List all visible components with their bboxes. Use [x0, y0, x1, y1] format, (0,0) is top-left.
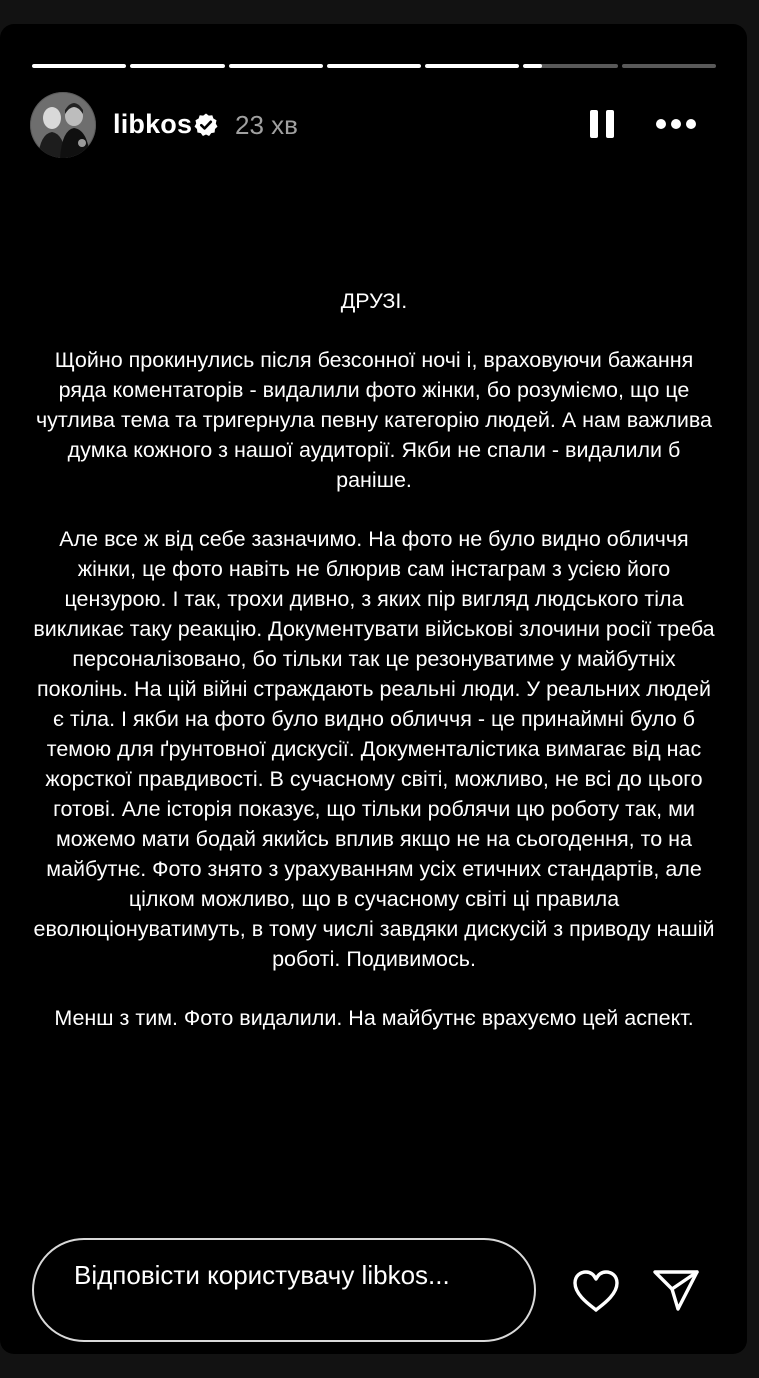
heart-icon[interactable]	[571, 1268, 621, 1314]
avatar[interactable]	[30, 92, 96, 158]
pause-button[interactable]	[585, 106, 621, 142]
verified-badge-icon	[193, 112, 219, 138]
story-message	[30, 286, 718, 1062]
progress-segment-1	[32, 64, 126, 68]
avatar-photo-icon	[30, 92, 96, 158]
progress-segment-6	[523, 64, 617, 68]
pause-icon	[590, 110, 598, 138]
progress-segment-5	[425, 64, 519, 68]
progress-segment-fill	[425, 64, 519, 68]
story-header	[30, 92, 720, 158]
username[interactable]: libkos	[113, 109, 193, 139]
progress-segment-fill	[32, 64, 126, 68]
more-options-icon[interactable]	[648, 106, 704, 142]
message-title: ДРУЗІ.	[340, 289, 408, 313]
story-viewer[interactable]	[0, 24, 747, 1354]
progress-segment-fill	[130, 64, 224, 68]
progress-segment-fill	[523, 64, 542, 68]
message-paragraph-3: Менш з тим. Фото видалили. На майбутнє врахуємо цей аспект.	[54, 1006, 694, 1030]
story-progress-bar	[32, 64, 716, 68]
send-icon[interactable]	[652, 1268, 700, 1312]
progress-segment-fill	[327, 64, 421, 68]
progress-segment-7	[622, 64, 716, 68]
progress-segment-4	[327, 64, 421, 68]
post-time: 23 хв	[235, 110, 298, 140]
progress-segment-3	[229, 64, 323, 68]
reply-input[interactable]: Відповісти користувачу libkos...	[32, 1238, 536, 1342]
pause-icon-bar	[606, 110, 614, 138]
message-paragraph-2: Але все ж від себе зазначимо. На фото не було видно обличчя жінки, це фото навіть не блюрив сам інстаграм з усією його цензурою. І так, трохи дивно, з яких пір вигляд людського тіла викликає таку реакцію. Документувати військові злочини росії треба персоналізовано, бо тільки так це резонуватиме у майбутніх поколінь. На цій війні страждають реальні люди. У реальних людей є тіла. І якби на фото було видно обличчя - це принаймні було б темою для ґрунтовної дискусії. Документалістика вимагає від нас жорсткої правдивості. В сучасному світі, можливо, не всі до цього готові. Але історія показує, що тільки роблячи цю роботу так, ми можемо мати бодай якийсь вплив якщо не на сьогодення, то на майбутнє. Фото знято з урахуванням усіх етичних стандартів, але цілком можливо, що в сучасному світі ці правила еволюціонуватимуть, в тому числі завдяки дискусій з приводу нашій роботі. Подивимось.	[33, 527, 715, 971]
message-paragraph-1: Щойно прокинулись після безсонної ночі і, враховуючи бажання ряда коментаторів - видалили фото жінки, бо розуміємо, що це чутлива тема та тригернула певну категорію людей. А нам важлива думка кожного з нашої аудиторії. Якби не спали - видалили б раніше.	[35, 348, 712, 492]
progress-segment-2	[130, 64, 224, 68]
progress-segment-fill	[229, 64, 323, 68]
